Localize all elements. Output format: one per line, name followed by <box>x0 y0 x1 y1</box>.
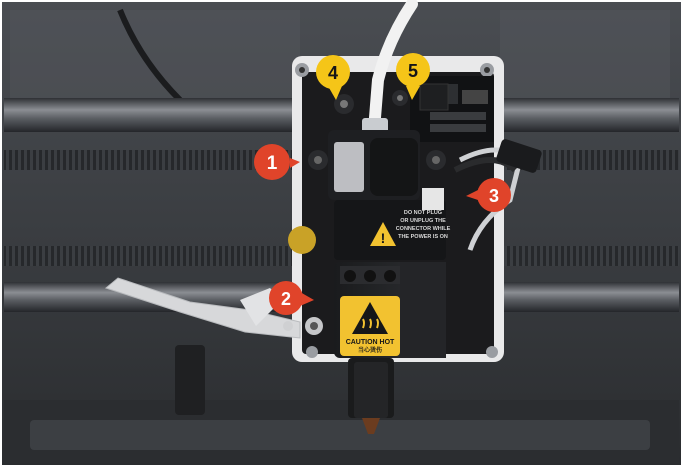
callout-3-number: 3 <box>488 186 500 206</box>
circuit-board <box>410 76 494 142</box>
warning-line2: OR UNPLUG THE <box>400 218 446 224</box>
drive-gear <box>288 226 316 254</box>
callout-2-number: 2 <box>280 289 292 309</box>
svg-text:!: ! <box>380 230 386 246</box>
warning-line3: CONNECTOR WHILE <box>395 226 451 232</box>
caution-text-en: CAUTION HOT <box>345 339 395 346</box>
warning-line4: THE POWER IS ON <box>398 234 448 240</box>
qr-tag-upper <box>422 188 444 210</box>
caution-text-zh: 当心烫伤 <box>357 348 383 354</box>
callout-1-number: 1 <box>266 153 278 174</box>
callout-5-number: 5 <box>407 61 419 81</box>
caution-hot-label <box>340 296 400 356</box>
warning-line1: DO NOT PLUG <box>403 210 443 216</box>
callout-4-number: 4 <box>327 63 339 83</box>
